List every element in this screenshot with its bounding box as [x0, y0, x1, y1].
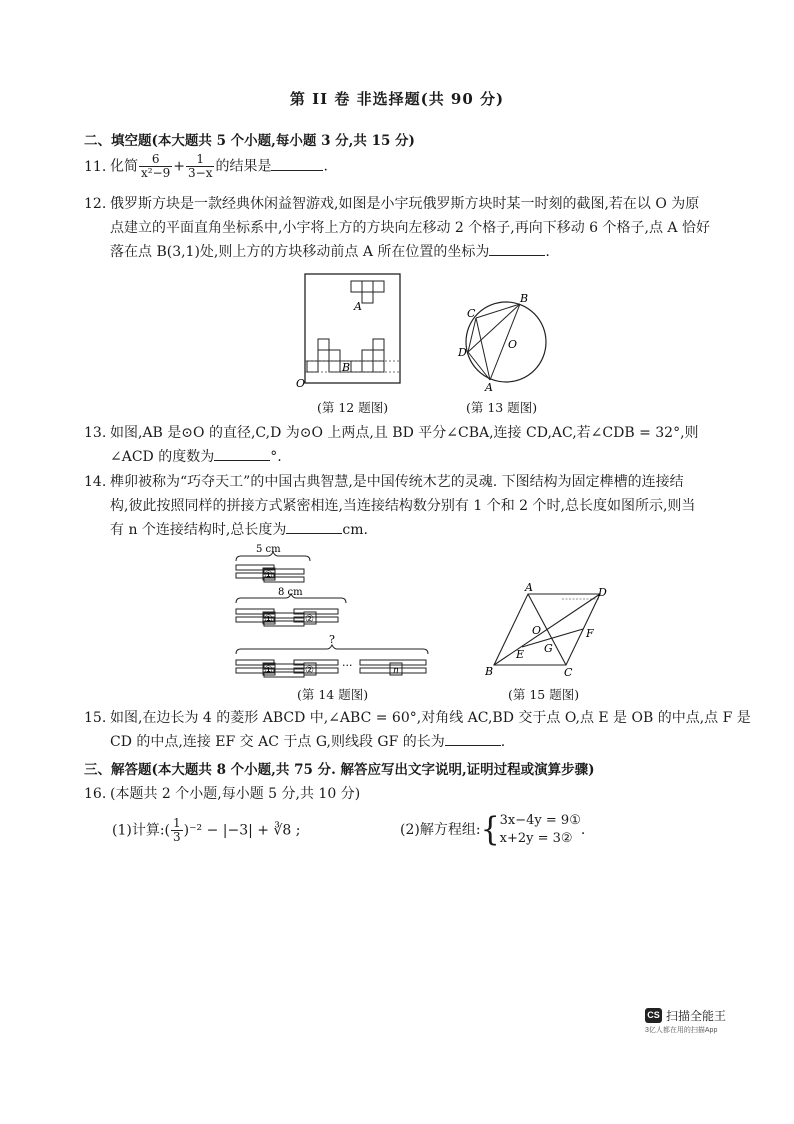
- length-label-2: 8 cm: [278, 587, 303, 598]
- marker-n: n: [393, 666, 399, 676]
- q11-post: 的结果是: [215, 158, 272, 175]
- figure-13-caption: (第 13 题图): [466, 400, 538, 415]
- question-number: 12.: [84, 196, 107, 212]
- q14-end: cm.: [342, 522, 368, 538]
- label-a: A: [485, 381, 493, 392]
- question-number: 15.: [84, 710, 107, 726]
- marker-1: ①: [264, 614, 273, 625]
- answer-blank[interactable]: [445, 731, 501, 746]
- label-d: D: [598, 586, 607, 599]
- marker-1: ①: [264, 665, 273, 676]
- circle-figure: [452, 292, 562, 392]
- q11-pre: 化简: [110, 158, 138, 175]
- answer-blank[interactable]: [286, 519, 342, 534]
- q15-end: .: [500, 734, 506, 750]
- label-o: O: [532, 624, 542, 637]
- tetris-figure: [288, 270, 418, 395]
- fraction-one-third: $\frac{1}{3}$: [173, 816, 181, 844]
- label-b: B: [520, 292, 529, 305]
- question-number: 13.: [84, 425, 107, 441]
- q14-line3: 有 n 个连接结构时,总长度为: [110, 522, 287, 538]
- rhombus-figure: [480, 582, 615, 682]
- marker-2: ②: [305, 665, 314, 676]
- question-number: 11.: [84, 158, 107, 175]
- q15-line1: 如图,在边长为 4 的菱形 ABCD 中,∠ABC = 60°,对角线 AC,BD 交于点 O,点 E 是 OB 的中点,点 F 是: [110, 710, 751, 726]
- watermark-name: 扫描全能王: [666, 1009, 727, 1023]
- q11-end: .: [323, 158, 328, 175]
- figure-14-caption: (第 14 题图): [297, 687, 369, 702]
- marker-1: ①: [264, 570, 273, 581]
- label-b: B: [485, 665, 494, 678]
- answer-blank[interactable]: [489, 241, 545, 256]
- q13-line2: ∠ACD 的度数为: [110, 449, 215, 465]
- question-number: 14.: [84, 474, 107, 490]
- equation-system: [500, 812, 581, 848]
- question-12: [84, 192, 744, 264]
- label-e: E: [516, 648, 525, 661]
- q16-p1-post: )⁻² − |−3| + ∛8 ;: [183, 822, 301, 839]
- answer-blank[interactable]: [214, 446, 270, 461]
- label-f: F: [586, 627, 594, 640]
- page-title: 第 II 卷 非选择题(共 90 分): [289, 90, 505, 108]
- q16-intro: (本题共 2 个小题,每小题 5 分,共 10 分): [110, 786, 361, 802]
- q14-line2: 构,彼此按照同样的拼接方式紧密相连,当连接结构数分别有 1 个和 2 个时,总长度如图所示,则当: [110, 498, 696, 514]
- brace: {: [480, 810, 500, 849]
- label-c: C: [564, 666, 573, 679]
- mortise-tenon-figure: [230, 543, 435, 683]
- question-15: [84, 706, 754, 754]
- label-a: A: [354, 300, 362, 313]
- q14-line1: 榫卯被称为“巧夺天工”的中国古典智慧,是中国传统木艺的灵魂. 下图结构为固定榫槽的连接结: [110, 474, 684, 490]
- question-14: [84, 470, 744, 542]
- equation-2: x+2y = 3②: [499, 831, 573, 846]
- fraction-2: $\frac{1}{3-x}$: [188, 152, 213, 180]
- q12-end: .: [545, 244, 550, 260]
- q16-p2-end: .: [580, 822, 586, 838]
- q11-plus: +: [173, 158, 186, 175]
- figure-15-caption: (第 15 题图): [508, 687, 580, 702]
- length-label-3: ?: [329, 633, 335, 646]
- q12-line3: 落在点 B(3,1)处,则上方的方块移动前点 A 所在位置的坐标为: [110, 244, 490, 260]
- question-number: 16.: [84, 786, 107, 802]
- label-a: A: [525, 582, 533, 594]
- q13-end: °.: [270, 449, 282, 465]
- length-label-1: 5 cm: [256, 544, 281, 555]
- section-solutions-heading: 三、解答题(本大题共 8 个小题,共 75 分. 解答应写出文字说明,证明过程或演算步骤): [84, 762, 595, 778]
- label-o: O: [508, 338, 518, 351]
- q12-line1: 俄罗斯方块是一款经典休闲益智游戏,如图是小宇玩俄罗斯方块时某一时刻的截图,若在以 O 为原: [110, 196, 700, 212]
- q16-part1: [112, 817, 300, 844]
- camscanner-logo-icon: CS: [645, 1008, 662, 1023]
- ellipsis: ···: [342, 659, 353, 672]
- section-fill-in-heading: 二、填空题(本大题共 5 个小题,每小题 3 分,共 15 分): [84, 133, 415, 149]
- question-13: [84, 421, 744, 469]
- question-11: [84, 153, 328, 180]
- figure-12-caption: (第 12 题图): [317, 400, 389, 415]
- q12-line2: 点建立的平面直角坐标系中,小宇将上方的方块向左移动 2 个格子,再向下移动 6 个格子,点 A 恰好: [110, 220, 710, 236]
- label-d: D: [458, 346, 467, 359]
- q16-part2: [400, 812, 585, 848]
- equation-1: 3x−4y = 9①: [499, 813, 581, 828]
- label-b: B: [342, 361, 351, 374]
- fraction-1: $\frac{6}{\text{x²−9}}$: [141, 152, 171, 180]
- answer-blank[interactable]: [271, 156, 323, 171]
- q16-p2-pre: (2)解方程组:: [400, 822, 481, 838]
- q16-p1-pre: (1)计算:(: [112, 822, 171, 839]
- label-o: O: [296, 377, 306, 390]
- watermark-subtitle: 3亿人都在用的扫描App: [645, 1027, 718, 1034]
- q13-line1: 如图,AB 是⊙O 的直径,C,D 为⊙O 上两点,且 BD 平分∠CBA,连接 CD,AC,若∠CDB = 32°,则: [110, 425, 699, 441]
- label-g: G: [544, 642, 553, 655]
- marker-2: ②: [305, 614, 314, 625]
- question-16: [84, 782, 360, 806]
- scanner-watermark: [645, 1007, 726, 1024]
- q15-line2: CD 的中点,连接 EF 交 AC 于点 G,则线段 GF 的长为: [110, 734, 445, 750]
- label-c: C: [467, 307, 476, 320]
